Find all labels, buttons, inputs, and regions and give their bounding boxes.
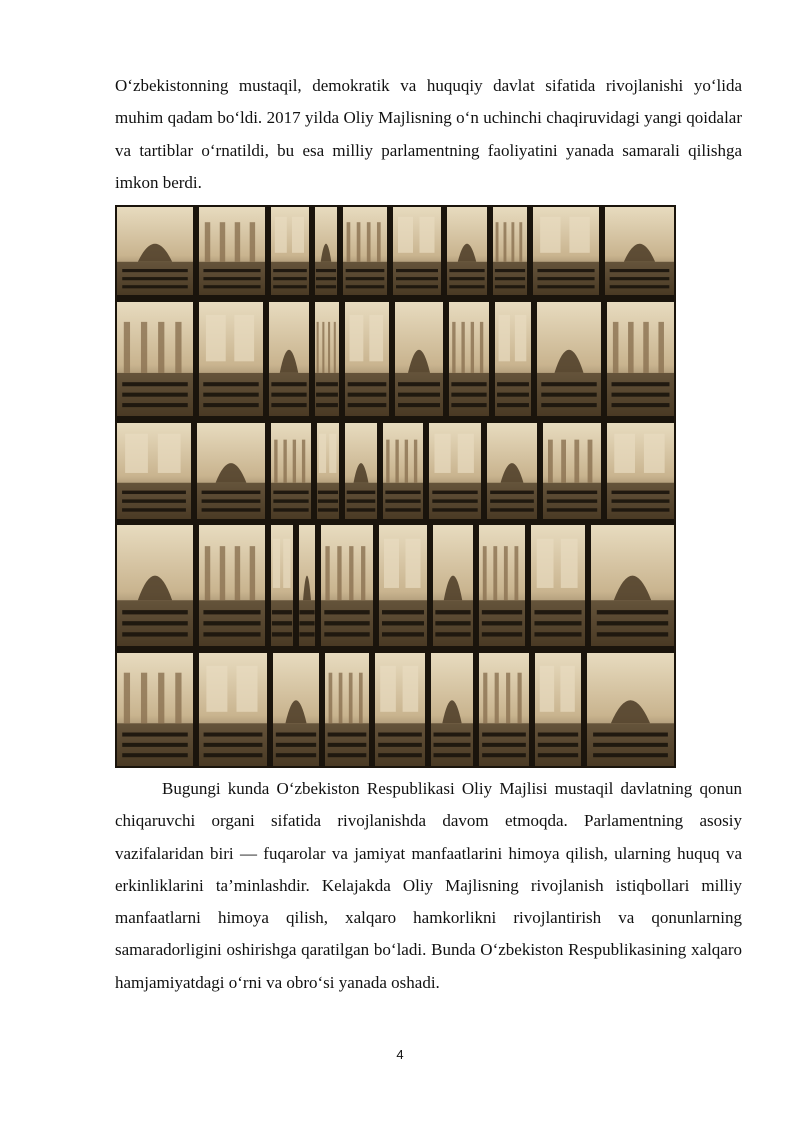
page-number: 4 (396, 1047, 404, 1062)
paragraph-main: Bugungi kunda O‘zbekiston Respublikasi Oliy Majlisi mustaqil davlatning qonun chiqaruvchi organi sifatida rivojlanishda davom etmoqda. Parlamentning asosiy vazifalaridan biri — fuqarolar va jamiyat manfaatlarini himoya qilish, ularning huquq va erkinliklarini ta’minlashdir. Kelajakda Oliy Majlisning rivojlanish istiqbollari milliy manfaatlarni himoya qilish, xalqaro hamkorlikni rivojlantirish va qonunlarning samaradorligini oshirishga qaratilgan bo‘ladi. Bunda O‘zbekiston Respublikasining xalqaro hamjamiyatdagi o‘rni va obro‘si yanada oshadi. (115, 779, 742, 992)
parliament-collage-image (115, 205, 676, 768)
paragraph-intro: O‘zbekistonning mustaqil, demokratik va huquqiy davlat sifatida rivojlanishi yo‘lida muhim qadam bo‘ldi. 2017 yilda Oliy Majlisning o‘n uchinchi chaqiruvidagi yangi qoidalar va tartiblar o‘rnatildi, bu esa milliy parlamentning faoliyatini yanada samarali qilishga imkon berdi. (115, 76, 742, 192)
collage-svg (115, 205, 676, 768)
